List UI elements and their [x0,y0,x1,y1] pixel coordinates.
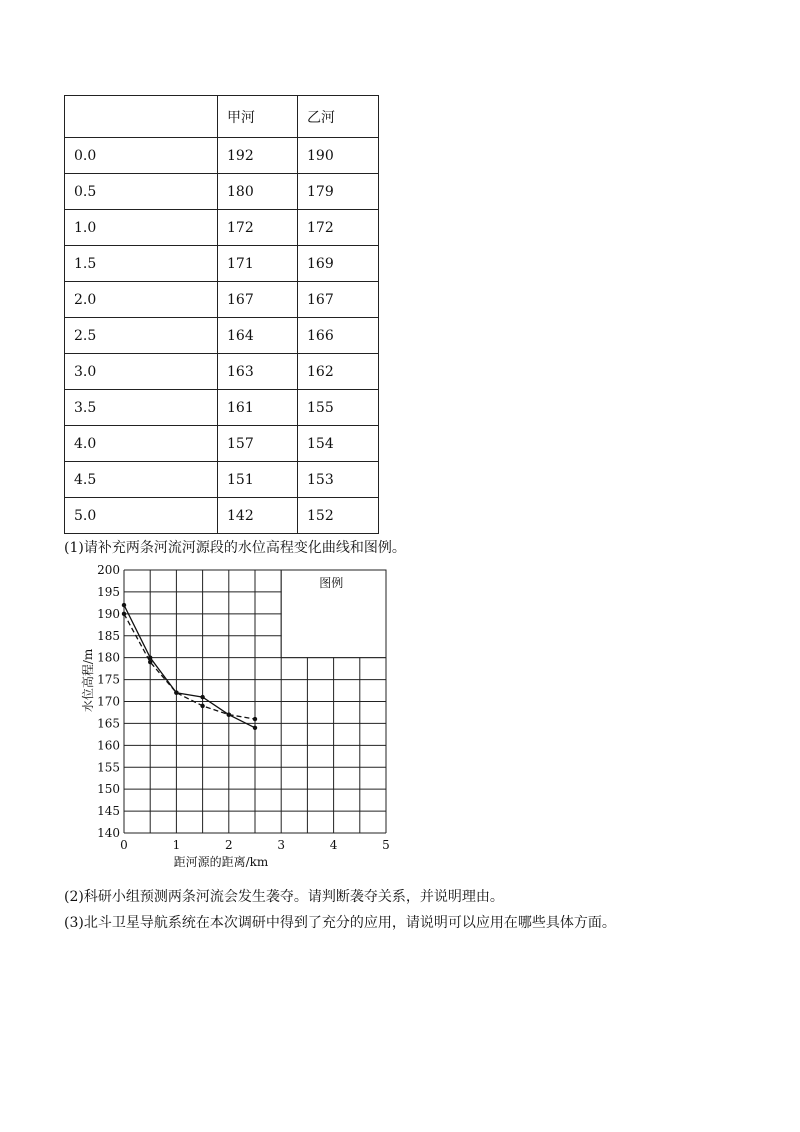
y-tick-label: 175 [97,672,120,687]
y-axis-label: 水位高程/m [81,648,95,713]
y-tick-label: 150 [97,782,120,797]
data-point-dashed [200,704,204,708]
x-tick-label: 4 [329,838,338,852]
table-cell: 166 [298,318,379,354]
table-row [65,246,379,282]
table-row [65,426,379,462]
data-point-solid [200,695,204,699]
table-cell: 4.0 [65,426,218,462]
x-axis-label: 距河源的距离/km [173,855,269,869]
table-cell: 1.0 [65,210,218,246]
x-tick-label: 2 [224,838,233,852]
table-row [65,354,379,390]
data-point-solid [122,603,126,607]
table-row [65,138,379,174]
y-tick-label: 200 [97,563,120,577]
table-cell: 2.0 [65,282,218,318]
question-3: (3)北斗卫星导航系统在本次调研中得到了充分的应用，请说明可以应用在哪些具体方面。 [64,915,616,931]
table-cell: 190 [298,138,379,174]
y-tick-label: 145 [97,804,120,819]
x-tick-label: 1 [172,838,181,852]
series-line-solid [124,605,255,728]
table-cell: 142 [218,498,298,534]
data-point-dashed [122,612,126,616]
table-cell: 0.5 [65,174,218,210]
table-cell: 3.0 [65,354,218,390]
table-header-cell: 乙河 [298,96,379,138]
table-cell: 172 [218,210,298,246]
table-cell: 151 [218,462,298,498]
y-tick-label: 170 [97,694,120,709]
table-cell: 154 [298,426,379,462]
table-cell: 167 [298,282,379,318]
data-point-dashed [253,717,257,721]
table-cell: 2.5 [65,318,218,354]
y-tick-label: 195 [97,584,120,599]
data-marks [122,603,257,730]
y-tick-label: 160 [97,738,120,753]
table-row [65,390,379,426]
table-cell: 169 [298,246,379,282]
table-header-cell [65,96,218,138]
table-row [65,318,379,354]
question-2: (2)科研小组预测两条河流会发生袭夺。请判断袭夺关系，并说明理由。 [64,889,504,905]
y-tick-label: 185 [97,628,120,643]
y-tick-label: 140 [97,826,120,840]
legend-label: 图例 [319,576,344,590]
table-cell: 4.5 [65,462,218,498]
series-line-dashed [124,614,255,719]
table-cell: 163 [218,354,298,390]
table-cell: 180 [218,174,298,210]
table-cell: 167 [218,282,298,318]
elevation-chart [70,560,400,870]
table-cell: 0.0 [65,138,218,174]
table-row [65,282,379,318]
table-cell: 157 [218,426,298,462]
table-cell: 192 [218,138,298,174]
y-tick-label: 190 [97,606,120,621]
table-header-cell: 甲河 [218,96,298,138]
x-tick-label: 5 [382,838,390,852]
table-row [65,174,379,210]
data-point-dashed [227,712,231,716]
table-cell: 172 [298,210,379,246]
table-cell: 153 [298,462,379,498]
y-tick-label: 155 [97,760,120,775]
data-point-dashed [174,691,178,695]
table-header-row [65,96,379,138]
question-1: (1)请补充两条河流河源段的水位高程变化曲线和图例。 [64,540,406,556]
legend-box [281,570,386,658]
table-cell: 164 [218,318,298,354]
table-cell: 171 [218,246,298,282]
table-cell: 161 [218,390,298,426]
table-cell: 155 [298,390,379,426]
table-cell: 5.0 [65,498,218,534]
table-row [65,462,379,498]
data-point-solid [253,726,257,730]
y-tick-label: 180 [97,650,120,665]
y-tick-label: 165 [97,716,120,731]
table-cell: 1.5 [65,246,218,282]
elevation-table [64,95,379,534]
table-cell: 152 [298,498,379,534]
data-point-dashed [148,660,152,664]
table-row [65,210,379,246]
x-tick-label: 3 [277,838,286,852]
table-cell: 162 [298,354,379,390]
table-cell: 3.5 [65,390,218,426]
table-row [65,498,379,534]
table-cell: 179 [298,174,379,210]
x-tick-label: 0 [120,838,128,852]
